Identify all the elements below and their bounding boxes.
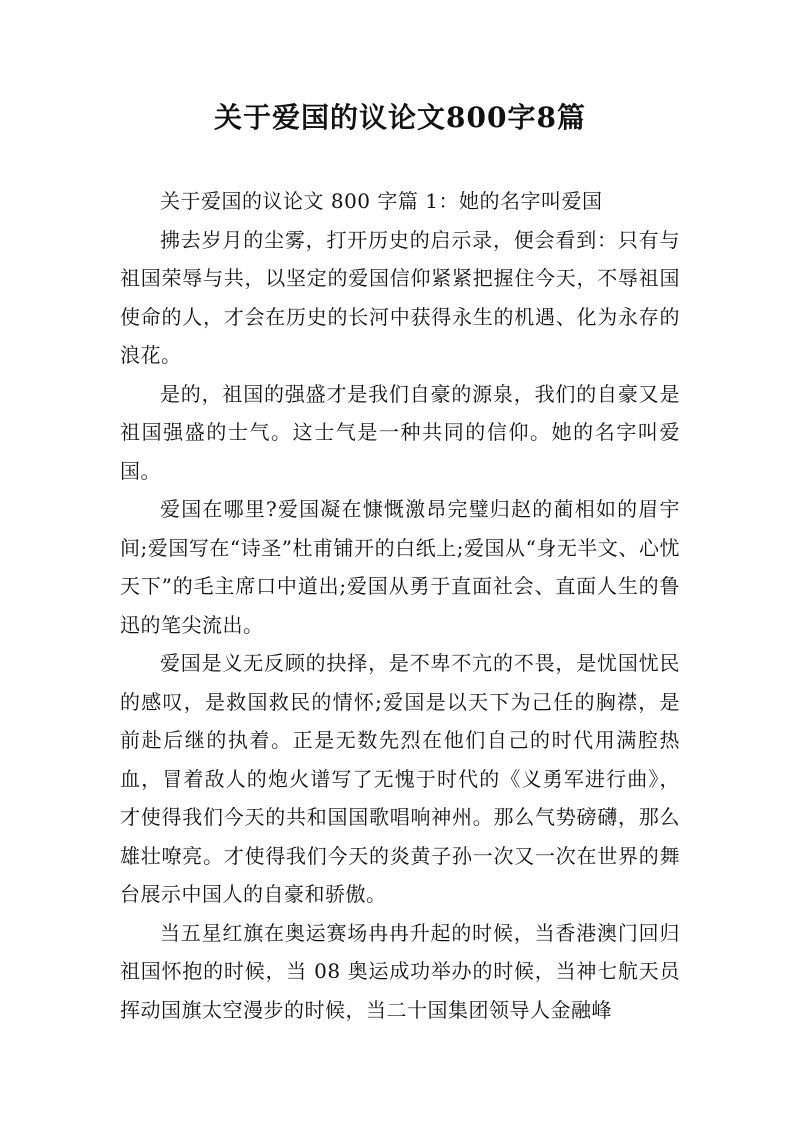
document-title: 关于爱国的议论文800字8篇: [214, 101, 586, 134]
paragraph-3: 爱国在哪里?爱国凝在慷慨激昂完璧归赵的蔺相如的眉宇间;爱国写在“诗圣”杜甫铺开的白纸上;爱国从“身无半文、心忧天下”的毛主席口中道出;爱国从勇于直面社会、直面人生的鲁迅的笔尖流出。: [120, 497, 680, 637]
paragraph-5: 当五星红旗在奥运赛场冉冉升起的时候，当香港澳门回归祖国怀抱的时候，当 08 奥运成功举办的时候，当神七航天员挥动国旗太空漫步的时候，当二十国集团领导人金融峰: [120, 920, 680, 1022]
paragraph-2: 是的，祖国的强盛才是我们自豪的源泉，我们的自豪又是祖国强盛的士气。这士气是一种共同的信仰。她的名字叫爱国。: [120, 381, 680, 483]
paragraph-1: 拂去岁月的尘雾，打开历史的启示录，便会看到：只有与祖国荣辱与共，以坚定的爱国信仰紧紧把握住今天，不辱祖国使命的人，才会在历史的长河中获得永生的机遇、化为永存的浪花。: [120, 227, 680, 367]
document-body: [120, 182, 680, 1029]
paragraph-4: 爱国是义无反顾的抉择，是不卑不亢的不畏，是忧国忧民的感叹，是救国救民的情怀;爱国是以天下为己任的胸襟，是前赴后继的执着。正是无数先烈在他们自己的时代用满腔热血，冒着敌人的炮火谱写了无愧于时代的《义勇军进行曲》，才使得我们今天的共和国国歌唱响神州。那么气势磅礴，那么雄壮嘹亮。才使得我们今天的炎黄子孙一次又一次在世界的舞台展示中国人的自豪和骄傲。: [120, 651, 680, 906]
section-heading: 关于爱国的议论文 800 字篇 1：她的名字叫爱国: [160, 189, 603, 213]
